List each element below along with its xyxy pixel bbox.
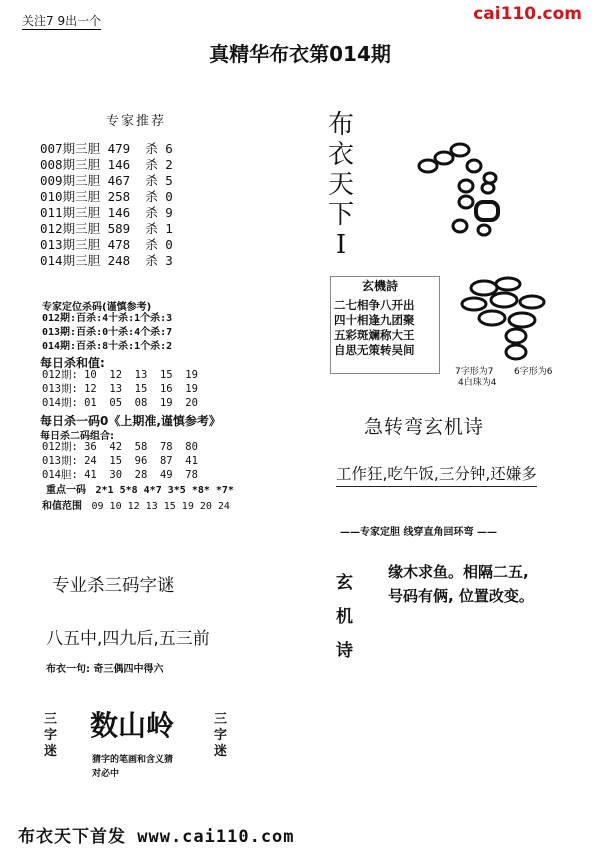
poem-lines: [334, 298, 415, 358]
vertical-char: 衣: [327, 140, 354, 170]
vertical-char: 机: [336, 607, 353, 627]
sum-range-label: 和值范围: [42, 501, 82, 512]
daily-two-heading: 每日杀二码组合:: [40, 431, 114, 442]
expert-recommend-list: [40, 141, 173, 269]
list-item: 014胆: 41 30 28 49 78: [42, 469, 198, 481]
verse-line: 缘木求鱼。相隔二五,: [388, 563, 529, 581]
key-number-values: 2*1 5*8 4*7 3*5 *8* *7*: [95, 485, 234, 496]
vertical-char: 玄: [336, 573, 353, 593]
riddle-word: 数山岭: [90, 709, 175, 742]
vertical-char: 天: [327, 170, 354, 200]
list-item: 009期三胆 467 杀 5: [40, 173, 173, 188]
vertical-char: 三: [214, 712, 228, 727]
list-item: 010期三胆 258 杀 0: [40, 189, 173, 204]
caption-seven: 7字形为7: [455, 367, 494, 377]
sum-range-values: 09 10 12 13 15 19 20 24: [91, 501, 230, 512]
poem-line: 四十相逢九团聚: [334, 313, 415, 327]
list-item: 013期:百杀:0十杀:4个杀:7: [42, 327, 173, 338]
page-title: 真精华布衣第014期: [209, 42, 391, 66]
position-kill-heading: 专家定位杀码(谨慎参考): [42, 302, 152, 313]
list-item: 012期三胆 589 杀 1: [40, 221, 173, 236]
top-note: 关注7 9出一个: [22, 14, 102, 28]
buyi-line: 布衣一句: 奇三偶四中得六: [46, 664, 164, 675]
list-item: 014期:百杀:8十杀:1个杀:2: [42, 341, 173, 352]
brand-logo[interactable]: cai110.com: [473, 4, 582, 24]
vertical-title: [326, 110, 356, 260]
verse-line: 号码有俩, 位置改变。: [388, 587, 534, 605]
caption-six: 6字形为6: [514, 367, 553, 377]
pro-kill-answer: 八五中,四九后,五三前: [46, 629, 210, 649]
daily-two-list: [42, 440, 198, 482]
vertical-char: I: [335, 230, 347, 260]
key-number-label: 重点一码: [46, 485, 86, 496]
vertical-char: 诗: [336, 641, 353, 661]
caption-four: 4白珠为4: [458, 378, 497, 388]
list-item: 013期三胆 478 杀 0: [40, 237, 173, 252]
list-item: 011期三胆 146 杀 9: [40, 205, 173, 220]
verse-block: [388, 560, 534, 608]
vertical-char: 字: [214, 728, 228, 743]
daily-sum-heading: 每日杀和值:: [40, 356, 105, 370]
list-item: 012期: 10 12 13 15 19: [42, 369, 198, 381]
vertical-char: 字: [44, 728, 58, 743]
beads-illustration: [410, 130, 520, 240]
vertical-char: 下: [327, 200, 354, 230]
pro-kill-heading: 专业杀三码字谜: [52, 576, 175, 596]
vertical-char: 迷: [214, 744, 228, 759]
list-item: 014期三胆 248 杀 3: [40, 253, 173, 268]
expert-recommend-heading: 专家推荐: [106, 114, 167, 129]
poem-line: 五彩斑斓称大王: [334, 328, 415, 342]
beads-illustration-2: [452, 274, 562, 364]
list-item: 012期:百杀:4十杀:1个杀:3: [42, 313, 173, 324]
poem-line: 二七相争八开出: [334, 298, 415, 312]
list-item: 012期: 36 42 58 78 80: [42, 441, 198, 453]
list-item: 007期三胆 479 杀 6: [40, 141, 173, 156]
riddle-right-label: [214, 712, 230, 760]
position-kill-list: [42, 312, 172, 354]
footer-text: 布衣天下首发 www.cai110.com: [18, 827, 295, 847]
poem-heading: 玄機詩: [362, 279, 399, 293]
riddle-left-label: [44, 712, 60, 760]
expert-line: ——专家定胆 线穿直角回环弯 ——: [340, 527, 497, 538]
list-item: 014期: 01 05 08 19 20: [42, 397, 198, 409]
riddle-heading: 急转弯玄机诗: [364, 416, 485, 438]
vertical-char: 布: [327, 110, 354, 140]
vertical-char: 三: [44, 712, 58, 727]
key-number-row: [46, 484, 234, 498]
vertical-poem-title: [336, 566, 358, 668]
list-item: 013期: 12 13 15 16 19: [42, 383, 198, 395]
poem-line: 自思无策转吴间: [334, 343, 415, 357]
list-item: 013期: 24 15 96 87 41: [42, 455, 198, 467]
sum-range-row: [42, 500, 230, 514]
riddle-hint-2: 对必中: [92, 769, 120, 779]
riddle-text: 工作狂,吃午饭,三分钟,还嫌多: [336, 462, 537, 487]
riddle-hint-1: 猜字的笔画和含义猜: [92, 755, 174, 765]
daily-one-heading: 每日杀一码0《上期准,谨慎参考》: [40, 414, 221, 428]
daily-sum-list: [42, 368, 198, 410]
list-item: 008期三胆 146 杀 2: [40, 157, 173, 172]
vertical-char: 迷: [44, 744, 58, 759]
